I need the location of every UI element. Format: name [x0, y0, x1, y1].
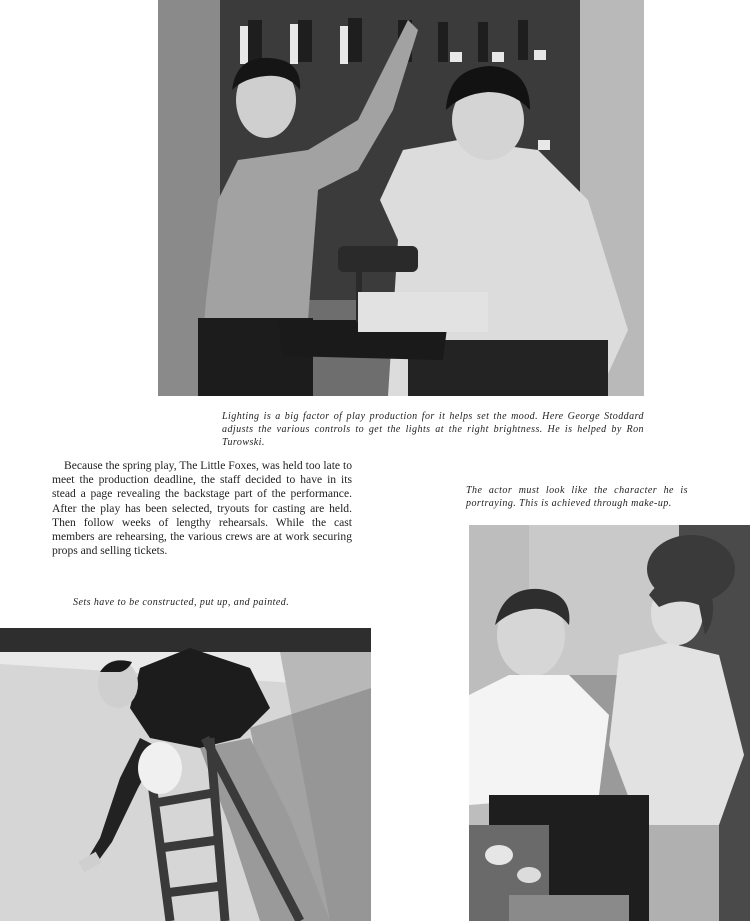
makeup-photo: [469, 525, 750, 921]
lighting-board-photo: [158, 0, 644, 396]
sets-caption: Sets have to be constructed, put up, and painted.: [73, 597, 290, 608]
lighting-board-illustration: [158, 0, 644, 396]
set-painting-illustration: [0, 628, 371, 921]
makeup-illustration: [469, 525, 750, 921]
makeup-caption: The actor must look like the character he is portraying. This is achieved through make-up.: [466, 485, 688, 509]
body-text: Because the spring play, The Little Foxes, was held too late to meet the production deadline, the staff decided to have in its stead a page revealing the backstage part of the performance. After the play has been selected, tryouts for casting are held. Then follow weeks of lengthy rehearsals. While the cast members are rehearsing, the various crews are at work securing props and selling tickets.: [52, 459, 352, 558]
set-painting-photo: [0, 628, 371, 921]
lighting-caption: Lighting is a big factor of play production for it helps set the mood. Here George Stoddard adjusts the various controls to get the lights at the right brightness. He is helped by Ron Turowski.: [222, 411, 644, 448]
